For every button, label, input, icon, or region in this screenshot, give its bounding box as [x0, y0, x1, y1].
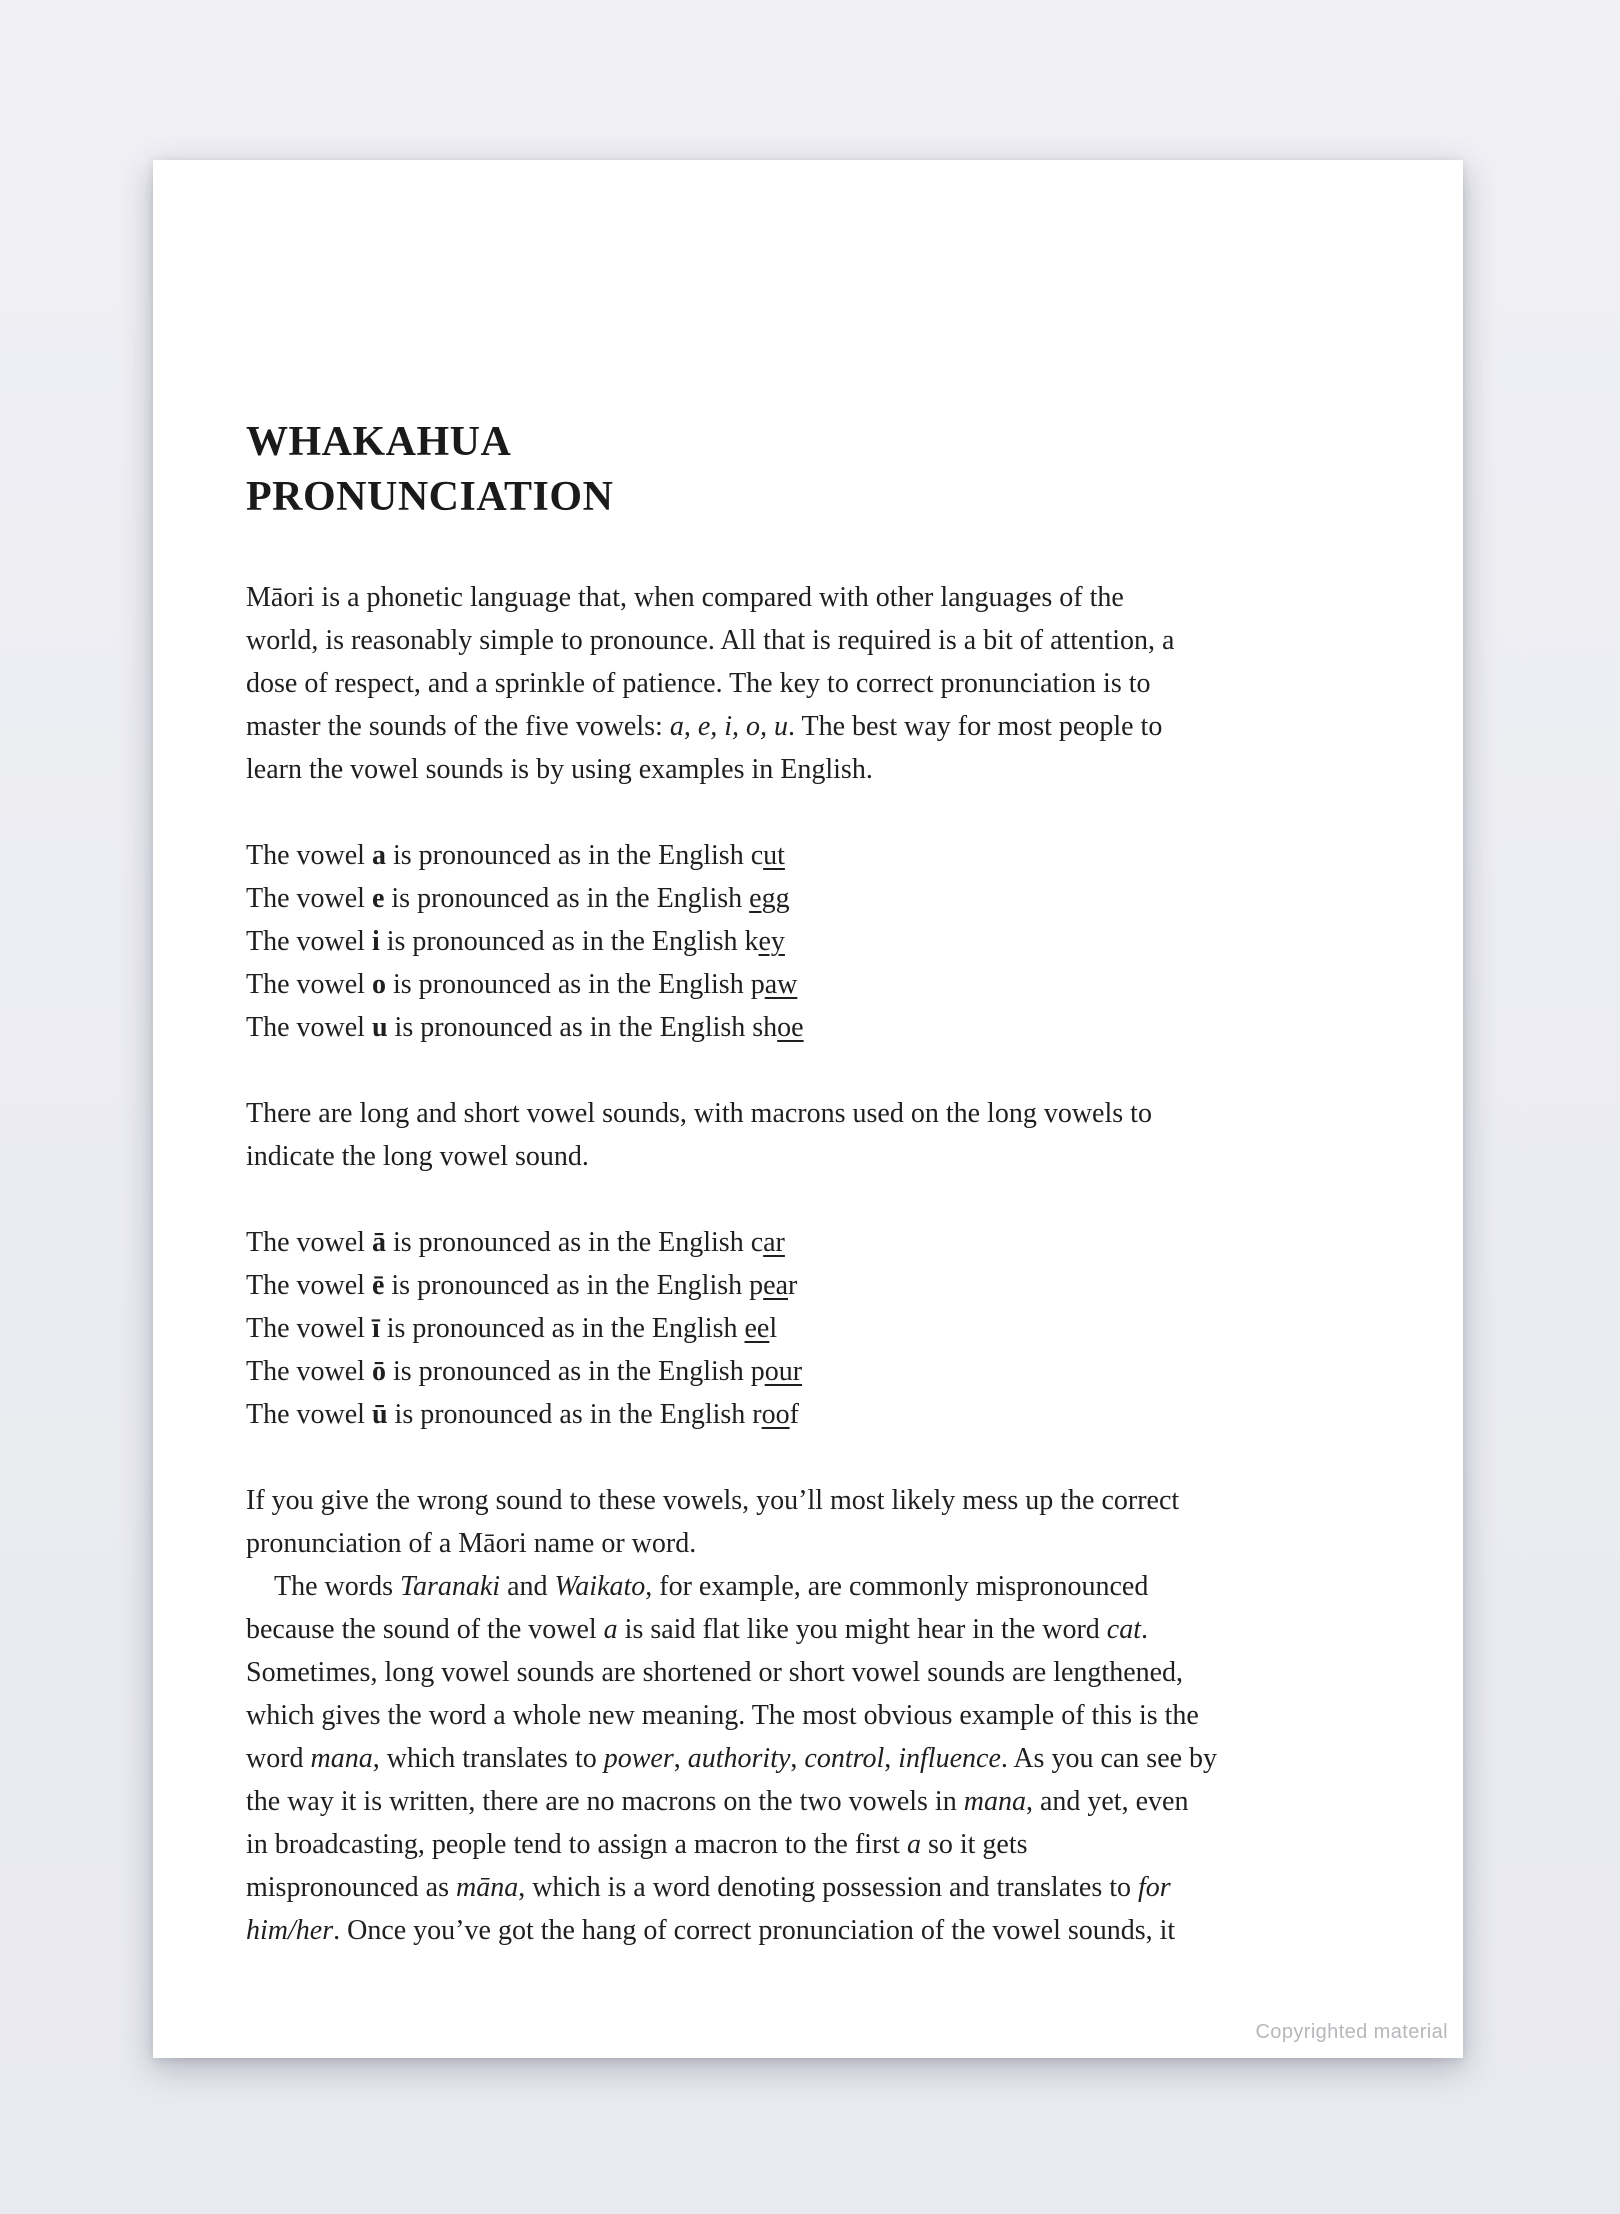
text-line: which gives the word a whole new meaning. The most obvious example of this is the	[246, 1700, 1199, 1731]
text-line: master the sounds of the five vowels: a, e, i, o, u. The best way for most people to	[246, 711, 1163, 742]
mispronunciation-paragraph	[246, 1479, 1365, 1952]
text-line: If you give the wrong sound to these vowels, you’ll most likely mess up the correct	[246, 1485, 1180, 1516]
text-line: mispronounced as māna, which is a word denoting possession and translates to for	[246, 1872, 1171, 1903]
text-line: world, is reasonably simple to pronounce. All that is required is a bit of attention, a	[246, 625, 1175, 656]
text-line: The vowel ō is pronounced as in the English pour	[246, 1356, 803, 1387]
text-line: The vowel a is pronounced as in the English cut	[246, 840, 785, 871]
content-blocks	[246, 576, 1365, 1952]
text-line: dose of respect, and a sprinkle of patience. The key to correct pronunciation is to	[246, 668, 1151, 699]
text-line: the way it is written, there are no macrons on the two vowels in mana, and yet, even	[246, 1786, 1189, 1817]
text-line: pronunciation of a Māori name or word.	[246, 1528, 697, 1559]
heading-line-2: PRONUNCIATION	[246, 474, 614, 520]
macron-intro-paragraph	[246, 1092, 1365, 1178]
text-line: The vowel ā is pronounced as in the English car	[246, 1227, 785, 1258]
text-line: word mana, which translates to power, authority, control, influence. As you can see by	[246, 1743, 1218, 1774]
page-heading	[246, 415, 1365, 525]
text-line: indicate the long vowel sound.	[246, 1141, 589, 1172]
heading-line-1: WHAKAHUA	[246, 419, 512, 465]
intro-paragraph	[246, 576, 1365, 791]
copyright-notice: Copyrighted material	[1255, 2021, 1448, 2043]
text-line: The vowel i is pronounced as in the English key	[246, 926, 785, 957]
text-line: The vowel e is pronounced as in the English egg	[246, 883, 790, 914]
text-line: in broadcasting, people tend to assign a macron to the first a so it gets	[246, 1829, 1028, 1860]
text-line: The vowel ū is pronounced as in the English roof	[246, 1399, 799, 1430]
long-vowel-list	[246, 1221, 1365, 1436]
text-line: The words Taranaki and Waikato, for example, are commonly mispronounced	[274, 1571, 1149, 1602]
text-line: Sometimes, long vowel sounds are shortened or short vowel sounds are lengthened,	[246, 1657, 1184, 1688]
text-line: The vowel ē is pronounced as in the English pear	[246, 1270, 798, 1301]
text-line: because the sound of the vowel a is said flat like you might hear in the word cat.	[246, 1614, 1149, 1645]
text-line: The vowel ī is pronounced as in the English eel	[246, 1313, 778, 1344]
text-line: him/her. Once you’ve got the hang of correct pronunciation of the vowel sounds, it	[246, 1915, 1176, 1946]
book-page	[153, 160, 1463, 2058]
text-line: learn the vowel sounds is by using examples in English.	[246, 754, 873, 785]
short-vowel-list	[246, 834, 1365, 1049]
text-line: The vowel u is pronounced as in the English shoe	[246, 1012, 804, 1043]
text-line: Māori is a phonetic language that, when compared with other languages of the	[246, 582, 1124, 613]
text-line: The vowel o is pronounced as in the English paw	[246, 969, 798, 1000]
text-line: There are long and short vowel sounds, with macrons used on the long vowels to	[246, 1098, 1152, 1129]
